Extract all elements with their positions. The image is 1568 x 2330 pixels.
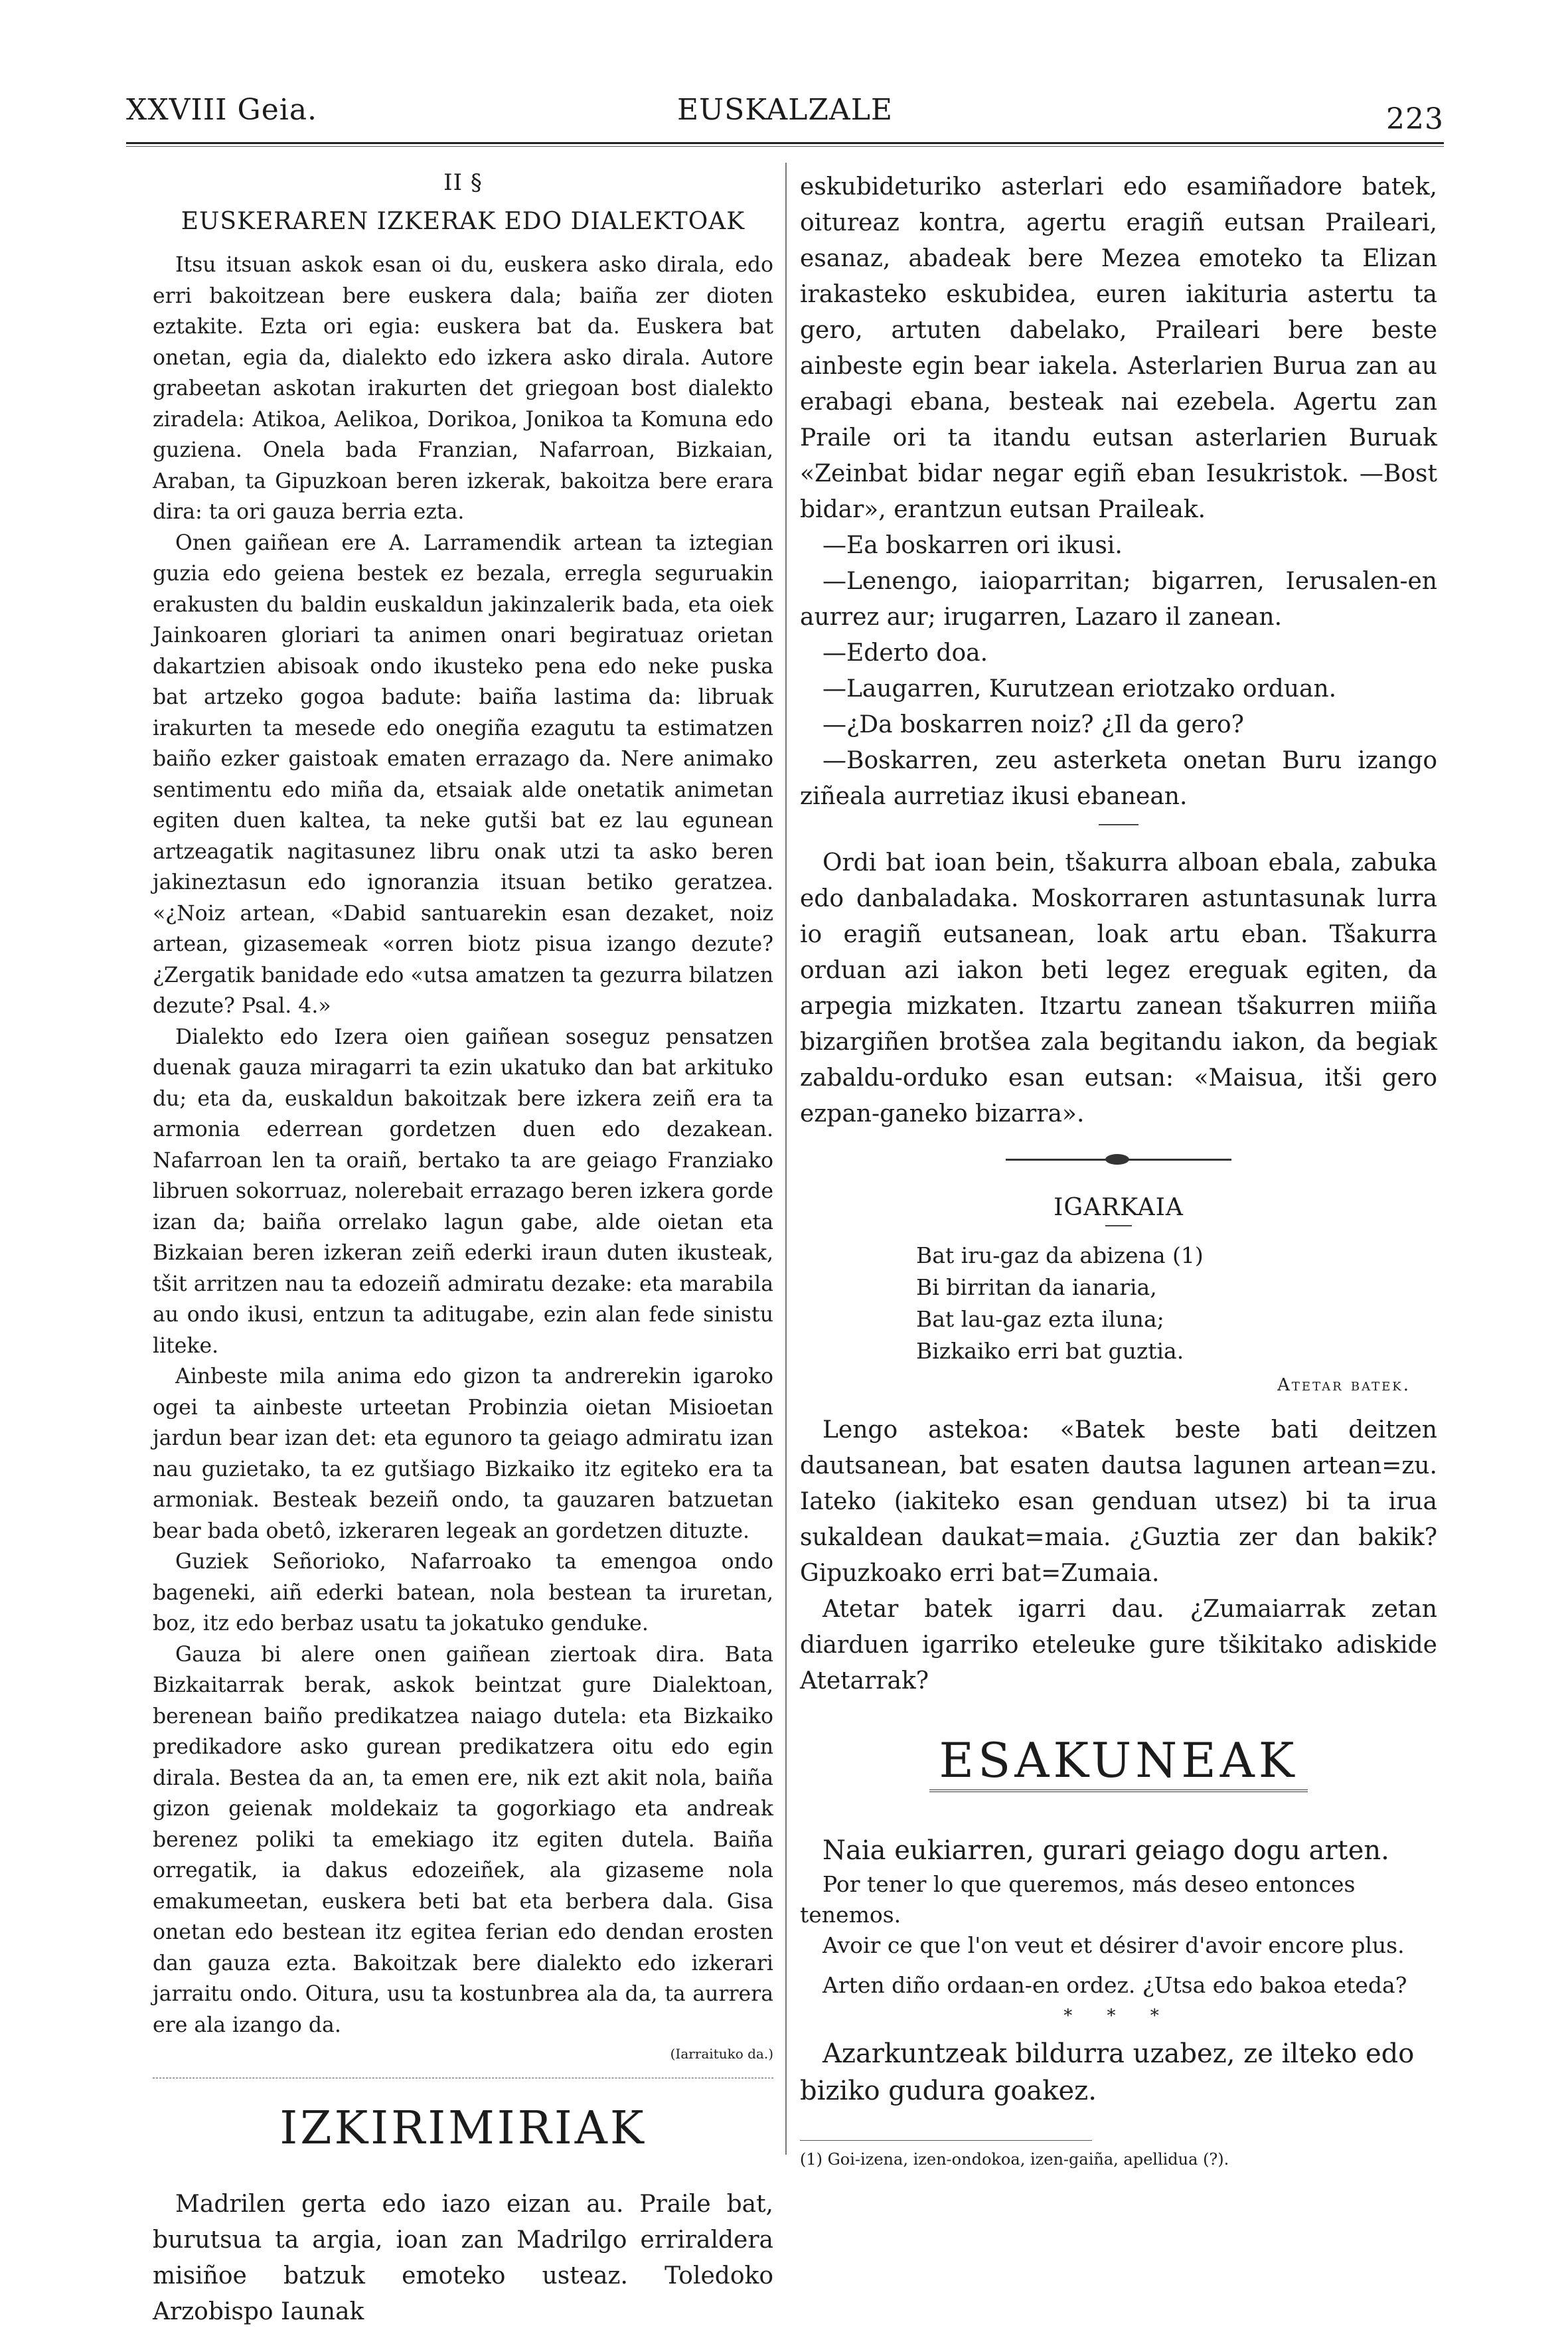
footnote: (1) Goi-izena, izen-ondokoa, izen-gaiña, apellidua (?). bbox=[800, 2150, 1229, 2169]
riddle-line: Bat iru-gaz da abizena (1) bbox=[916, 1242, 1204, 1268]
article-paragraph: Onen gaiñean ere A. Larramendik artean ta iztegian guzia edo geiena bestek ez bezala, erregla seguruakin erakusten du baldin euskaldun jakinzalerik bada, eta oiek Jainkoaren gloriari ta animen onari begiratuaz orietan dakartzien abisoak ondo ikusteko pena edo neke puska bat artzeko gogoa badute: baiña lastima da: libruak irakurten ta mesede edo onegiña ezagutu ta estimatzen baiño ezker gaistoak ematen errazago da. Nere animako sentimentu edo miña da, etsaiak alde onetatik animetan egiten duen kaltea, ta neke gutši bat ez lau egunean artzeagatik nagitasunez libru onak utzi ta asko beren jakineztasun edo ignoranzia itsuan betiko geratzea. «¿Noiz artean, «Dabid santuarekin esan dezaket, noiz artean, gizasemeak «orren biotz pisua izango dezute? ¿Zergatik banidade edo «utsa amatzen ta gezurra bilatzen dezute? Psal. 4.» bbox=[153, 531, 773, 1018]
short-separator bbox=[1099, 824, 1138, 825]
article-paragraph: Dialekto edo Izera oien gaiñean soseguz pensatzen duenak gauza miragarri ta ezin ukatuko dan bat arkituko du; eta da, euskaldun bakoitzak bere izkera zeiñ era ta armonia ederrean gordetzen duen edo dezakean. Nafarroan len ta oraiñ, bertako ta are geiago Franziako libruen sokorruaz, nolerebait errazago beren izkera gorde izan da; baiña orrelako lagun gabe, alde oietan eta Bizkaian beren izkeran zeiñ ederki iraun duten ikusteak, tšit arritzen nau ta edozeiñ admiratu dezake: eta marabila au ondo ikusi, entzun ta aditugabe, ezin alan fede sinistu liteke. bbox=[153, 1025, 773, 1358]
proverb-spanish: Por tener lo que queremos, más deseo entonces tenemos. bbox=[800, 1871, 1356, 1928]
section-title: EUSKERAREN IZKERAK EDO DIALEKTOAK bbox=[181, 208, 745, 235]
article-paragraph: Gauza bi alere onen gaiñean ziertoak dira. Bata Bizkaitarrak berak, askok beintzat gure Dialektoan, berenean baiño predikatzea naiago dutela: eta Bizkaiko predikadore asko gurean predikatzera oitu edo egin dirala. Bestea da an, ta emen ere, nik ezt akit nola, baiña gizon geienak moldekaiz ta gogorkiago eta andreak berenez poliki ta emekiago itz egiten dutela. Baiña orregatik, ia dakus edozeiñek, ala gizaseme nola emakumeetan, euskera beti bat eta berbera dala. Gisa onetan edo bestean itz egitea ferian edo dendan erosten dan gauza ezta. Bakoitzak bere dialekto edo izkerari jarraitu ondo. Oitura, usu ta kostunbrea ala da, ta aurrera ere ala izango da. bbox=[153, 1642, 773, 2037]
esakuneak-title: ESAKUNEAK bbox=[929, 1732, 1308, 1792]
anecdote-paragraph: Madrilen gerta edo iazo eizan au. Praile bat, burutsua ta argia, ioan zan Madrilgo erriraldera misiñoe batzuk emoteko usteaz. Toledoko Arzobispo Iaunak bbox=[153, 2191, 773, 2325]
riddle-line: Bat lau-gaz ezta iluna; bbox=[916, 1306, 1164, 1332]
riddle-signature: Atetar batek. bbox=[1277, 1375, 1411, 1395]
running-header bbox=[126, 93, 1444, 139]
column-divider bbox=[785, 163, 787, 2155]
proverb-basque: Naia eukiarren, gurari geiago dogu arten. bbox=[823, 1835, 1389, 1866]
riddle-title: IGARKAIA bbox=[1054, 1194, 1184, 1221]
proverb-french: Avoir ce que l'on veut et désirer d'avoir encore plus. bbox=[823, 1932, 1405, 1958]
proverbs bbox=[800, 1832, 1437, 2110]
right-column bbox=[800, 169, 1437, 2169]
left-column bbox=[153, 169, 773, 2330]
proverb-note: Arten diño ordaan-en ordez. ¿Utsa edo bakoa eteda? bbox=[823, 1972, 1407, 1998]
footnote-rule bbox=[800, 2140, 1092, 2141]
short-separator bbox=[1105, 1225, 1132, 1226]
header-rule bbox=[126, 142, 1444, 144]
dialogue-line: —Ea boskarren ori ikusi. bbox=[823, 532, 1123, 559]
stars-separator: * * * bbox=[1063, 2006, 1174, 2026]
dialogue-line: —Ederto doa. bbox=[823, 639, 988, 667]
article-body bbox=[153, 250, 773, 2040]
dialogue-line: —Boskarren, zeu asterketa onetan Buru izango ziñeala aurretiaz ikusi ebanean. bbox=[800, 747, 1437, 810]
ornamental-rule bbox=[1006, 1159, 1231, 1161]
section-mark: II § bbox=[443, 169, 483, 196]
dialogue-line: —Laugarren, Kurutzean eriotzako orduan. bbox=[823, 675, 1337, 703]
article-paragraph: Ainbeste mila anima edo gizon ta andrerekin igaroko ogei ta ainbeste urteetan Probinzia oietan Misioetan jardun bear izan det: eta egunoro ta geiago admiratu izan nau guzietako, ta ez gutšiago Bizkaiko itz egiteko era ta armoniak. Besteak bezeiñ ondo, ta gauzaren batzuetan bear bada obetô, izkeraren legeak an gordetzen dituzte. bbox=[153, 1365, 773, 1543]
article-paragraph: Guziek Señorioko, Nafarroako ta emengoa ondo bageneki, aiñ ederki batean, nola bestean ta iruretan, boz, itz edo berbaz usatu ta jokatuko genduke. bbox=[153, 1550, 773, 1635]
page-number: 223 bbox=[1386, 102, 1444, 136]
riddle-line: Bi birritan da ianaria, bbox=[916, 1274, 1157, 1300]
izkirimiriak-title: IZKIRIMIRIAK bbox=[279, 2102, 647, 2155]
proverb-basque: Azarkuntzeak bildurra uzabez, ze ilteko edo biziko gudura goakez. bbox=[800, 2039, 1415, 2106]
anecdote-continued bbox=[800, 169, 1437, 815]
journal-title: EUSKALZALE bbox=[676, 93, 894, 127]
story-paragraph: Ordi bat ioan bein, tšakurra alboan ebala, zabuka edo danbaladaka. Moskorraren astuntasunak lurra io eragiñ eutsanean, loak artu eban. Tšakurra orduan azi iakon beti legez ereguak egiten, da arpegia mizkaten. Itzartu zanean tšakurren miiña bizargiñen brotšea zala begitandu iakon, da begiak zabaldu-orduko esan eutsan: «Maisua, itši gero ezpan-ganeko bizarra». bbox=[800, 849, 1437, 1127]
dialogue-line: —Lenengo, iaioparritan; bigarren, Ierusalen-en aurrez aur; irugarren, Lazaro il zanean. bbox=[800, 568, 1437, 631]
dialogue-line: —¿Da boskarren noiz? ¿Il da gero? bbox=[823, 711, 1244, 738]
anecdote-paragraph: eskubideturiko asterlari edo esamiñadore batek, oitureaz kontra, agertu eragiñ eutsan Praileari, esanaz, abadeak bere Mezea emoteko ta Elizan irakasteko eskubidea, euren iakituria astertu ta gero, artuten dabelako, Praileari bere beste ainbeste egin bear iakela. Asterlarien Burua zan au erabagi ebana, besteak nai ezebela. Agertu zan Praile ori ta itandu eutsan asterlarien Buruak «Zeinbat bidar negar egiñ eban Iesukristok. —Bost bidar», erantzun eutsan Praileak. bbox=[800, 173, 1437, 523]
riddle-answer: Lengo astekoa: «Batek beste bati deitzen dautsanean, bat esaten dautsa lagunen artean=zu. Iateko (iakiteko esan genduan utsez) bi ta irua sukaldean daukat=maia. ¿Guztia zer dan bakik? Gipuzkoako erri bat=Zumaia. bbox=[800, 1416, 1437, 1587]
riddle-line: Bizkaiko erri bat guztia. bbox=[916, 1338, 1184, 1364]
volume-label: XXVIII Geia. bbox=[126, 93, 318, 127]
continuation-note: (Iarraituko da.) bbox=[670, 2046, 773, 2062]
article-paragraph: Itsu itsuan askok esan oi du, euskera asko dirala, edo erri bakoitzean bere euskera dala; baiña zer dioten eztakite. Ezta ori egia: euskera bat da. Euskera bat onetan, egia da, dialekto edo izkera asko dirala. Autore grabeetan askotan irakurten det griegoan bost dialekto ziradela: Atikoa, Aelikoa, Dorikoa, Jonikoa ta Komuna edo guziena. Onela bada Franzian, Nafarroan, Bizkaian, Araban, ta Gipuzkoan beren izkerak, bakoitza bere erara dira: ta ori gauza berria ezta. bbox=[153, 253, 773, 524]
riddle-answer: Atetar batek igarri dau. ¿Zumaiarrak zetan diarduen igarriko eteleuke gure tšikitako adiskide Atetarrak? bbox=[800, 1596, 1437, 1695]
header-rule-thin bbox=[126, 146, 1444, 147]
riddle-verse bbox=[916, 1240, 1437, 1367]
